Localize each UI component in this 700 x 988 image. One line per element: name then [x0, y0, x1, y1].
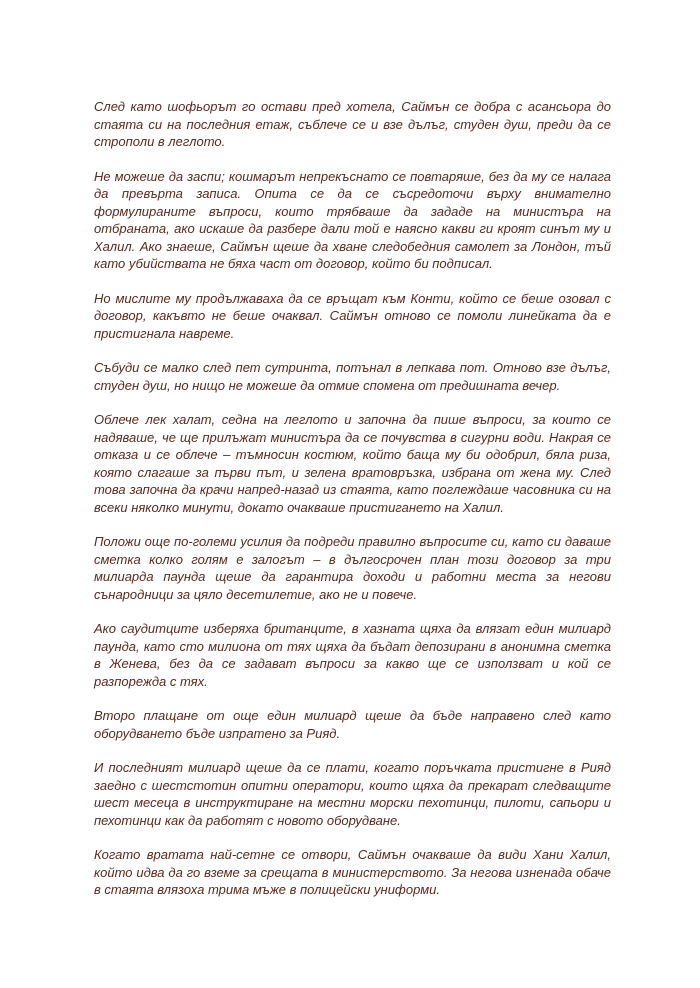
paragraph: И последният милиард щеше да се плати, когато поръчката пристигне в Рияд заедно с шестстотин опитни оператори, които щяха да прекарат следващите шест месеца в инструктиране на местни морски пехотинци, пилоти, сапьори и пехотинци как да работят с новото оборудване.: [94, 760, 611, 828]
document-body: [94, 98, 611, 899]
paragraph: Когато вратата най-сетне се отвори, Саймън очакваше да види Хани Халил, който идва да го вземе за срещата в министерството. За негова изненада обаче в стаята влязоха трима мъже в полицейски униформи.: [94, 847, 611, 897]
paragraph: Ако саудитците изберяха британците, в хазната щяха да влязат един милиард паунда, като сто милиона от тях щяха да бъдат депозирани в анонимна сметка в Женева, без да се задават въпроси за какво ще се използват и кой се разпорежда с тях.: [94, 621, 611, 689]
paragraph: След като шофьорът го остави пред хотела, Саймън се добра с асансьора до стаята си на последния етаж, съблече се и взе дълъг, студен душ, преди да се строполи в леглото.: [94, 99, 611, 149]
paragraph: Но мислите му продължаваха да се връщат към Конти, който се беше озовал с договор, какъвто не беше очаквал. Саймън отново се помоли линейката да е пристигнала навреме.: [94, 290, 611, 341]
paragraph: Не можеше да заспи; кошмарът непрекъснато се повтаряше, без да му се налага да превърта записа. Опита се да се съсредоточи върху внимателно формулираните въпроси, които трябваше да зададе на министъра на отбраната, ако искаше да разбере дали той е наясно какви ги кроят синът му и Халил. Ако знаеше, Саймън щеше да хване следобедния самолет за Лондон, тъй като убийствата не бяха част от договор, който би подписал.: [94, 168, 611, 271]
paragraph: Облече лек халат, седна на леглото и започна да пише въпроси, за които се надяваше, че ще прилъжат министъра да се почувства в сигурни води. Накрая се отказа и се облече – тъмносин костюм, който баща му би одобрил, бяла риза, която слагаше за първи път, и зелена вратовръзка, избрана от жена му. След това започна да крачи напред-назад из стаята, като поглеждаше часовника си на всеки няколко минути, докато очакваше пристигането на Халил.: [94, 412, 611, 515]
paragraph: Събуди се малко след пет сутринта, потънал в лепкава пот. Отново взе дълъг, студен душ, но нищо не можеше да отмие спомена от предишната вечер.: [94, 360, 611, 393]
paragraph: Положи още по-големи усилия да подреди правилно въпросите си, като си даваше сметка колко голям е залогът – в дългосрочен план този договор за три милиарда паунда щеше да гарантира доходи и работни места за негови сънародници за цяло десетилетие, ако не и повече.: [94, 534, 611, 602]
paragraph: Второ плащане от още един милиард щеше да бъде направено след като оборудването бъде изпратено за Рияд.: [94, 708, 611, 741]
